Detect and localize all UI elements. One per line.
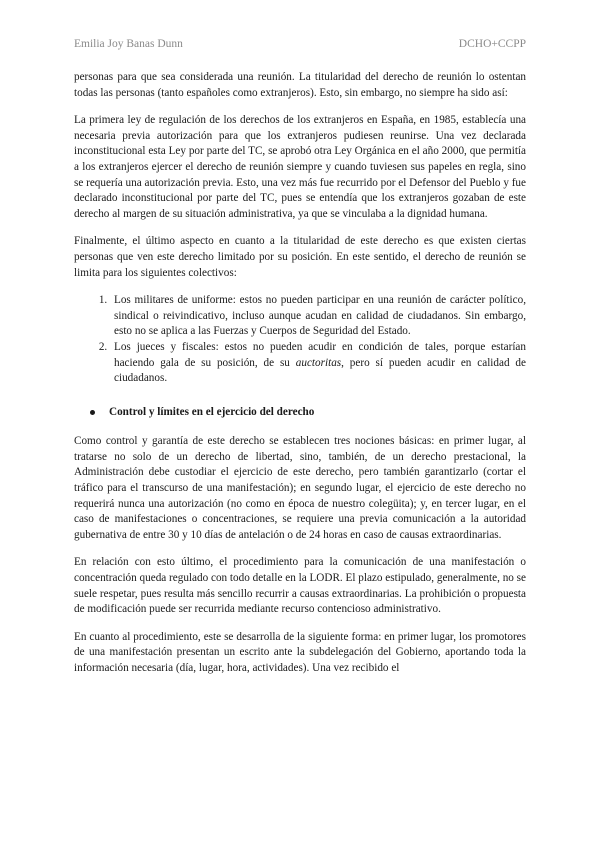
bullet-icon bbox=[90, 410, 95, 415]
list-item-italic-term: auctoritas bbox=[295, 356, 342, 369]
section-heading bbox=[90, 405, 526, 421]
list-item-text-start: Los jueces y fiscales: estos no pueden acudir en condición de tales, porque estarían haciendo gala de su posición, de su bbox=[114, 340, 526, 369]
page-header bbox=[74, 38, 526, 50]
paragraph-6: En cuanto al procedimiento, este se desarrolla de la siguiente forma: en primer lugar, los promotores de una manifestación presentan un escrito ante la subdelegación del Gobierno, aportando toda la información necesaria (día, lugar, hora, actividades). Una vez recibido el bbox=[74, 630, 526, 674]
list-item-text-end: , pero sí pueden acudir en calidad de ciudadanos. bbox=[114, 356, 526, 385]
document-body bbox=[74, 70, 526, 689]
header-course: DCHO+CCPP bbox=[458, 38, 526, 50]
header-author: Emilia Joy Banas Dunn bbox=[74, 38, 183, 50]
list-item bbox=[110, 293, 526, 340]
paragraph-3: Finalmente, el último aspecto en cuanto a la titularidad de este derecho es que existen ciertas personas que ven este derecho limitado por su posición. En este sentido, el derecho de reunión se limita para los siguientes colectivos: bbox=[74, 235, 526, 279]
list-item-text: Los militares de uniforme: estos no pueden participar en una reunión de carácter político, sindical o reivindicativo, incluso aunque acudan en calidad de ciudadanos. Sin embargo, esto no se aplica a las Fuerzas y Cuerpos de Seguridad del Estado. bbox=[114, 294, 526, 338]
paragraph-4: Como control y garantía de este derecho se establecen tres nociones básicas: en primer lugar, al tratarse no solo de un derecho de libertad, sino, también, de un derecho prestacional, la Administración debe custodiar el ejercicio de este derecho, pero también garantizarlo (cortar el tráfico para el transcurso de una manifestación); en segundo lugar, el ejercicio de este derecho no requerirá nunca una autorización (no como en época de nuestro colegüita); y, en tercer lugar, en el caso de manifestaciones o concentraciones, se requiere una previa comunicación a la autoridad gubernativa de entre 30 y 10 días de antelación o de 24 horas en caso de causas extraordinarias. bbox=[74, 435, 526, 541]
restricted-groups-list bbox=[74, 293, 526, 387]
paragraph-5: En relación con esto último, el procedimiento para la comunicación de una manifestación o concentración queda regulado con todo detalle en la LODR. El plazo estipulado, generalmente, no se suele respetar, pues resulta más sencillo recurrir a causas extraordinarias. La prohibición o propuesta de modificación puede ser recurrida mediante recurso contencioso administrativo. bbox=[74, 556, 526, 616]
paragraph-2: La primera ley de regulación de los derechos de los extranjeros en España, en 1985, establecía una necesaria previa autorización para que los extranjeros pudiesen reunirse. Una vez declarada inconstitucional esta Ley por parte del TC, se aprobó otra Ley Orgánica en el año 2000, que permitía a los extranjeros ejercer el derecho de reunión siempre y cuando tuviesen sus papeles en regla, sino se requería una autorización previa. Esto, una vez más fue recurrido por el Defensor del Pueblo y fue declarado inconstitucional por parte del TC, pues se entendía que los extranjeros gozaban de este derecho al margen de su situación administrativa, ya que se vinculaba a la dignidad humana. bbox=[74, 114, 526, 220]
section-heading-text: Control y límites en el ejercicio del derecho bbox=[109, 405, 315, 418]
list-item bbox=[110, 340, 526, 387]
paragraph-1: personas para que sea considerada una reunión. La titularidad del derecho de reunión lo ostentan todas las personas (tanto españoles como extranjeros). Esto, sin embargo, no siempre ha sido así: bbox=[74, 71, 526, 99]
